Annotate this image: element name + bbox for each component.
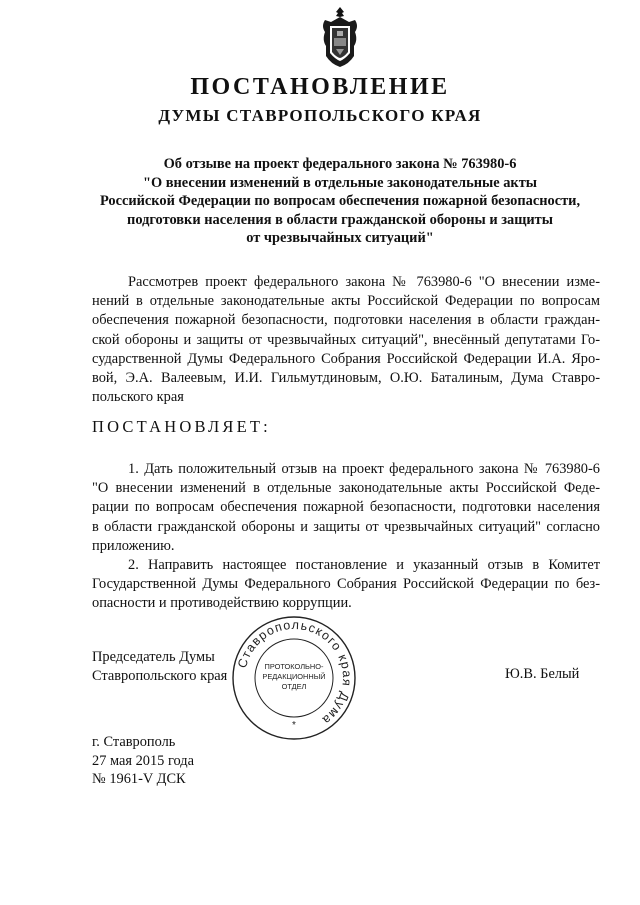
- footer-number: № 1961-V ДСК: [92, 771, 186, 788]
- preamble-line: вой, Э.А. Валеевым, И.И. Гильмутдиновым, О.Ю. Баталиным, Дума Ставро-: [92, 370, 600, 387]
- subject-line: Российской Федерации по вопросам обеспечения пожарной безопасности,: [99, 193, 581, 210]
- stamp-inner-line: ПРОТОКОЛЬНО-: [264, 662, 324, 671]
- stamp-ring-text: Ставропольского края Дума: [235, 617, 355, 728]
- item2-line: Государственной Думы Федерального Собрания Российской Федерации по без-: [92, 576, 600, 593]
- coat-of-arms-emblem: [319, 6, 361, 68]
- stamp-inner-line: РЕДАКЦИОННЫЙ: [262, 672, 326, 681]
- footer-city: г. Ставрополь: [92, 734, 176, 750]
- preamble-line: обеспечения пожарной безопасности, подготовки населения в области граждан-: [92, 312, 600, 329]
- signatory-title: [92, 648, 227, 686]
- preamble-paragraph: [92, 273, 600, 407]
- preamble-line: ской обороны и защиты от чрезвычайных ситуаций", внесённый депутатами Го-: [92, 331, 600, 348]
- resolves-heading: ПОСТАНОВЛЯЕТ:: [92, 417, 271, 436]
- document-type-title: ПОСТАНОВЛЕНИЕ: [190, 74, 450, 100]
- issuer-name: ДУМЫ СТАВРОПОЛЬСКОГО КРАЯ: [158, 106, 482, 125]
- stamp-inner-line: ОТДЕЛ: [281, 682, 307, 691]
- preamble-line: сударственной Думы Федерального Собрания Российской Федерации И.А. Яро-: [92, 350, 600, 367]
- document-footer: [92, 733, 194, 789]
- item1-line: в области гражданской обороны и защиты от чрезвычайных ситуаций" согласно: [92, 518, 600, 535]
- signatory-name: Ю.В. Белый: [505, 666, 580, 682]
- subject-line: "О внесении изменений в отдельные законодательные акты: [142, 174, 538, 191]
- footer-date: 27 мая 2015 года: [92, 752, 195, 769]
- subject-line: подготовки населения в области гражданской обороны и защиты: [127, 211, 553, 228]
- item1-line: 1. Дать положительный отзыв на проект федерального закона № 763980-6: [128, 461, 600, 477]
- signatory-title-line: Председатель Думы: [92, 649, 215, 665]
- subject-line: Об отзыве на проект федерального закона № 763980-6: [163, 156, 517, 172]
- item1-line: рации по вопросам обеспечения пожарной безопасности, подготовки населения: [92, 499, 600, 516]
- item2-line: опасности и противодействию коррупции.: [92, 595, 352, 612]
- stamp-star: *: [292, 720, 296, 731]
- preamble-line: Рассмотрев проект федерального закона № 763980-6 "О внесении изме-: [128, 274, 600, 290]
- subject-line: от чрезвычайных ситуаций": [246, 230, 434, 247]
- preamble-line: польского края: [92, 389, 184, 406]
- preamble-line: нений в отдельные законодательные акты Российской Федерации по вопросам: [92, 293, 600, 310]
- item2-line: 2. Направить настоящее постановление и указанный отзыв в Комитет: [128, 557, 600, 574]
- signatory-title-line: Ставропольского края: [92, 667, 228, 684]
- item1-line: приложению.: [92, 537, 175, 554]
- item1-line: "О внесении изменений в отдельные законодательные акты Российской Феде-: [92, 480, 600, 497]
- document-subject: [82, 155, 598, 248]
- official-stamp: [229, 613, 359, 743]
- resolution-items: [92, 460, 600, 614]
